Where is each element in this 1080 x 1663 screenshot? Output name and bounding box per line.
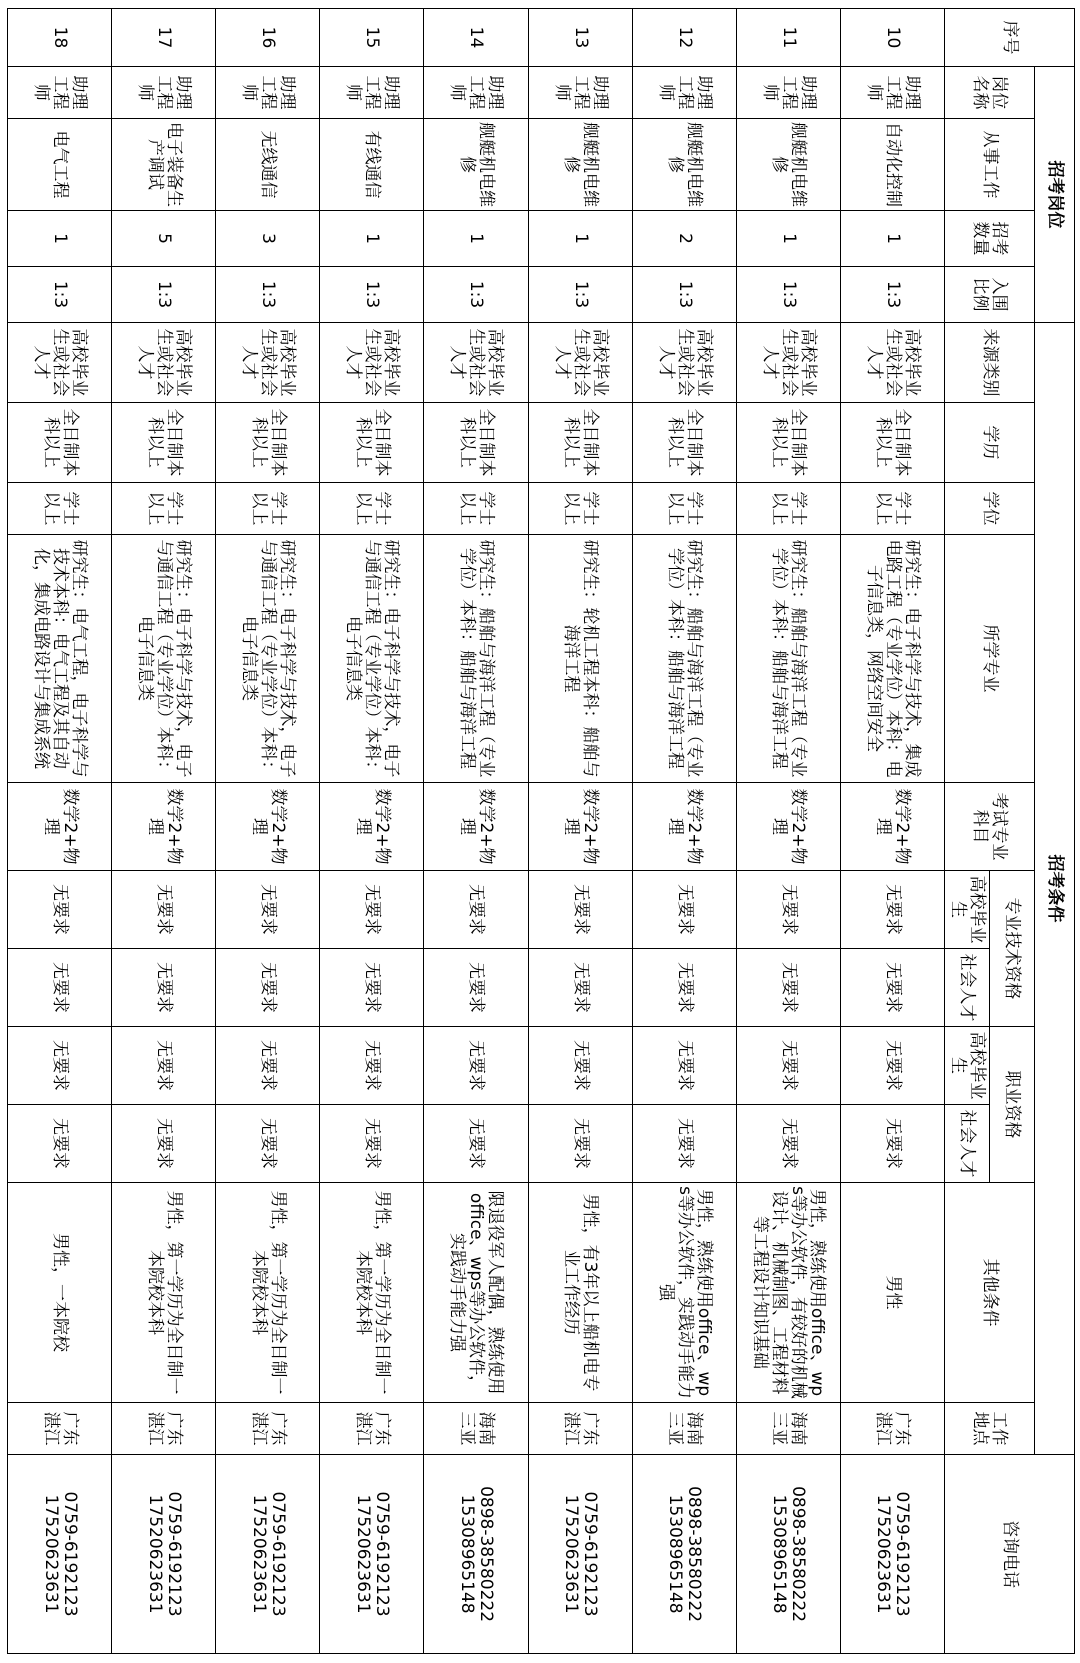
row-ratio: 1:3 (736, 267, 840, 323)
row-exam: 数学2+物理 (8, 783, 112, 871)
row-tq-social: 无要求 (632, 949, 736, 1027)
row-ratio: 1:3 (216, 267, 320, 323)
row-tq-social: 无要求 (840, 949, 944, 1027)
row-education: 全日制本科以上 (632, 403, 736, 483)
row-jq-grad: 无要求 (736, 1027, 840, 1105)
row-jq-social: 无要求 (632, 1105, 736, 1183)
row-seq: 16 (216, 9, 320, 67)
row-degree: 学士以上 (632, 483, 736, 535)
row-exam: 数学2+物理 (632, 783, 736, 871)
col-header-phone: 咨询电话 (944, 1455, 1074, 1654)
col-header-place: 工作地点 (944, 1403, 1034, 1455)
row-tq-social: 无要求 (424, 949, 528, 1027)
row-tq-grad: 无要求 (424, 871, 528, 949)
col-header-work: 从事工作 (944, 119, 1034, 211)
col-header-seq: 序号 (944, 9, 1074, 67)
row-ratio: 1:3 (840, 267, 944, 323)
row-degree: 学士以上 (736, 483, 840, 535)
table-row (320, 9, 424, 1654)
row-jq-grad: 无要求 (632, 1027, 736, 1105)
header-row-2 (989, 9, 1034, 1654)
mobile-number: 15308965148 (456, 1494, 477, 1614)
row-seq: 13 (528, 9, 632, 67)
row-count: 2 (632, 211, 736, 267)
row-education: 全日制本科以上 (320, 403, 424, 483)
landline-number: 0759-6192123 (371, 1491, 392, 1617)
row-major: 研究生：轮机工程本科：船舶与海洋工程 (528, 535, 632, 783)
row-other: 男性，熟练使用office、wps等办公软件，有较好的机械设计、机械制图、工程材料等工程设计知识基础 (736, 1183, 840, 1403)
row-place: 海南三亚 (632, 1403, 736, 1455)
row-work: 舰艇机电维修 (424, 119, 528, 211)
row-jq-grad: 无要求 (8, 1027, 112, 1105)
row-count: 3 (216, 211, 320, 267)
mobile-number: 17520623631 (144, 1494, 165, 1614)
row-exam: 数学2+物理 (736, 783, 840, 871)
row-jq-social: 无要求 (736, 1105, 840, 1183)
row-tq-social: 无要求 (320, 949, 424, 1027)
row-jq-social: 无要求 (8, 1105, 112, 1183)
row-jq-social: 无要求 (424, 1105, 528, 1183)
row-education: 全日制本科以上 (424, 403, 528, 483)
col-group-cond: 招考条件 (1034, 323, 1074, 1455)
row-major: 研究生：船舶与海洋工程（专业学位）本科：船舶与海洋工程 (632, 535, 736, 783)
row-exam: 数学2+物理 (424, 783, 528, 871)
row-degree: 学士以上 (216, 483, 320, 535)
col-header-ratio: 入围比例 (944, 267, 1034, 323)
col-header-tq-grad: 高校毕业生 (944, 871, 989, 949)
row-seq: 10 (840, 9, 944, 67)
row-source: 高校毕业生或社会人才 (112, 323, 216, 403)
row-place: 广东湛江 (112, 1403, 216, 1455)
landline-number: 0898-38580222 (788, 1486, 809, 1623)
row-source: 高校毕业生或社会人才 (528, 323, 632, 403)
col-header-jq-grad: 高校毕业生 (944, 1027, 989, 1105)
row-phone (736, 1455, 840, 1654)
row-seq: 18 (8, 9, 112, 67)
row-jq-social: 无要求 (320, 1105, 424, 1183)
row-seq: 12 (632, 9, 736, 67)
mobile-number: 17520623631 (40, 1494, 61, 1614)
row-other: 限退役军人配偶，熟练使用office、wps等办公软件，实践动手能力强 (424, 1183, 528, 1403)
mobile-number: 17520623631 (873, 1494, 894, 1614)
row-post-name: 助理工程师 (840, 67, 944, 119)
row-ratio: 1:3 (8, 267, 112, 323)
row-degree: 学士以上 (112, 483, 216, 535)
landline-number: 0759-6192123 (163, 1491, 184, 1617)
row-count: 1 (320, 211, 424, 267)
row-post-name: 助理工程师 (736, 67, 840, 119)
row-ratio: 1:3 (424, 267, 528, 323)
row-tq-social: 无要求 (8, 949, 112, 1027)
landline-number: 0759-6192123 (59, 1491, 80, 1617)
col-header-tq-social: 社会人才 (944, 949, 989, 1027)
row-post-name: 助理工程师 (8, 67, 112, 119)
row-ratio: 1:3 (112, 267, 216, 323)
row-major: 研究生：船舶与海洋工程（专业学位）本科：船舶与海洋工程 (424, 535, 528, 783)
table-row (112, 9, 216, 1654)
row-ratio: 1:3 (320, 267, 424, 323)
row-count: 1 (8, 211, 112, 267)
row-tq-grad: 无要求 (528, 871, 632, 949)
row-jq-social: 无要求 (112, 1105, 216, 1183)
landline-number: 0898-38580222 (475, 1486, 496, 1623)
col-header-count: 招考数量 (944, 211, 1034, 267)
row-ratio: 1:3 (632, 267, 736, 323)
row-source: 高校毕业生或社会人才 (8, 323, 112, 403)
row-education: 全日制本科以上 (8, 403, 112, 483)
row-work: 舰艇机电维修 (736, 119, 840, 211)
row-phone (8, 1455, 112, 1654)
table-row (8, 9, 112, 1654)
row-work: 无线通信 (216, 119, 320, 211)
row-place: 广东湛江 (840, 1403, 944, 1455)
row-major: 研究生：电子科学与技术，电子与通信工程（专业学位）本科：电子信息类 (112, 535, 216, 783)
row-degree: 学士以上 (528, 483, 632, 535)
row-seq: 15 (320, 9, 424, 67)
row-tq-grad: 无要求 (320, 871, 424, 949)
row-source: 高校毕业生或社会人才 (216, 323, 320, 403)
row-education: 全日制本科以上 (736, 403, 840, 483)
row-phone (632, 1455, 736, 1654)
mobile-number: 17520623631 (248, 1494, 269, 1614)
row-jq-grad: 无要求 (424, 1027, 528, 1105)
row-jq-grad: 无要求 (528, 1027, 632, 1105)
col-header-post: 岗位名称 (944, 67, 1034, 119)
row-post-name: 助理工程师 (216, 67, 320, 119)
row-seq: 17 (112, 9, 216, 67)
row-education: 全日制本科以上 (840, 403, 944, 483)
row-phone (840, 1455, 944, 1654)
row-source: 高校毕业生或社会人才 (736, 323, 840, 403)
row-phone (320, 1455, 424, 1654)
row-work: 电气工程 (8, 119, 112, 211)
row-place: 海南三亚 (736, 1403, 840, 1455)
table-body (8, 9, 945, 1654)
row-jq-grad: 无要求 (112, 1027, 216, 1105)
row-post-name: 助理工程师 (320, 67, 424, 119)
row-degree: 学士以上 (320, 483, 424, 535)
mobile-number: 15308965148 (769, 1494, 790, 1614)
table-row (736, 9, 840, 1654)
col-header-exam: 考试专业科目 (944, 783, 1034, 871)
row-exam: 数学2+物理 (320, 783, 424, 871)
row-major: 研究生：电气工程，电子科学与技术本科：电气工程及其自动化，集成电路设计与集成系统 (8, 535, 112, 783)
row-phone (112, 1455, 216, 1654)
row-tq-grad: 无要求 (8, 871, 112, 949)
row-other: 男性，熟练使用office、wps等办公软件，实践动手能力强 (632, 1183, 736, 1403)
col-header-tech-qual: 专业技术资格 (989, 871, 1034, 1027)
row-tq-social: 无要求 (736, 949, 840, 1027)
row-tq-grad: 无要求 (736, 871, 840, 949)
row-work: 自动化控制 (840, 119, 944, 211)
mobile-number: 17520623631 (561, 1494, 582, 1614)
row-tq-social: 无要求 (528, 949, 632, 1027)
row-other: 男性 (840, 1183, 944, 1403)
row-place: 广东湛江 (216, 1403, 320, 1455)
row-jq-grad: 无要求 (840, 1027, 944, 1105)
col-header-education: 学历 (944, 403, 1034, 483)
col-header-job-qual: 职业资格 (989, 1027, 1034, 1183)
row-exam: 数学2+物理 (528, 783, 632, 871)
mobile-number: 17520623631 (352, 1494, 373, 1614)
table-row (424, 9, 528, 1654)
row-tq-grad: 无要求 (216, 871, 320, 949)
row-source: 高校毕业生或社会人才 (840, 323, 944, 403)
header-row-1 (1034, 9, 1074, 1654)
landline-number: 0759-6192123 (580, 1491, 601, 1617)
table-row (840, 9, 944, 1654)
row-other: 男性，第一学历为全日制一本院校本科 (112, 1183, 216, 1403)
row-count: 1 (736, 211, 840, 267)
row-degree: 学士以上 (840, 483, 944, 535)
recruitment-table (7, 8, 1075, 1654)
row-source: 高校毕业生或社会人才 (424, 323, 528, 403)
row-seq: 11 (736, 9, 840, 67)
row-exam: 数学2+物理 (840, 783, 944, 871)
row-post-name: 助理工程师 (632, 67, 736, 119)
row-count: 1 (528, 211, 632, 267)
col-header-major: 所学专业 (944, 535, 1034, 783)
landline-number: 0759-6192123 (267, 1491, 288, 1617)
row-count: 1 (840, 211, 944, 267)
row-major: 研究生：电子科学与技术，电子与通信工程（专业学位）本科：电子信息类 (216, 535, 320, 783)
row-work: 舰艇机电维修 (528, 119, 632, 211)
row-post-name: 助理工程师 (424, 67, 528, 119)
row-exam: 数学2+物理 (112, 783, 216, 871)
row-seq: 14 (424, 9, 528, 67)
row-degree: 学士以上 (8, 483, 112, 535)
row-education: 全日制本科以上 (112, 403, 216, 483)
landline-number: 0898-38580222 (684, 1486, 705, 1623)
row-jq-grad: 无要求 (320, 1027, 424, 1105)
row-source: 高校毕业生或社会人才 (632, 323, 736, 403)
row-jq-social: 无要求 (840, 1105, 944, 1183)
row-work: 舰艇机电维修 (632, 119, 736, 211)
row-education: 全日制本科以上 (528, 403, 632, 483)
row-phone (424, 1455, 528, 1654)
row-work: 电子装备生产调试 (112, 119, 216, 211)
row-major: 研究生：电子科学与技术，电子与通信工程（专业学位）本科：电子信息类 (320, 535, 424, 783)
col-header-degree: 学位 (944, 483, 1034, 535)
row-source: 高校毕业生或社会人才 (320, 323, 424, 403)
row-tq-grad: 无要求 (632, 871, 736, 949)
row-place: 广东湛江 (8, 1403, 112, 1455)
row-count: 1 (424, 211, 528, 267)
row-tq-grad: 无要求 (840, 871, 944, 949)
table-row (216, 9, 320, 1654)
row-phone (216, 1455, 320, 1654)
row-education: 全日制本科以上 (216, 403, 320, 483)
row-degree: 学士以上 (424, 483, 528, 535)
row-count: 5 (112, 211, 216, 267)
row-post-name: 助理工程师 (112, 67, 216, 119)
row-place: 海南三亚 (424, 1403, 528, 1455)
row-other: 男性，一本院校 (8, 1183, 112, 1403)
table-row (528, 9, 632, 1654)
col-header-other: 其他条件 (944, 1183, 1034, 1403)
row-other: 男性，第一学历为全日制一本院校本科 (216, 1183, 320, 1403)
row-major: 研究生：船舶与海洋工程（专业学位）本科：船舶与海洋工程 (736, 535, 840, 783)
col-group-post: 招考岗位 (1034, 67, 1074, 323)
mobile-number: 15308965148 (665, 1494, 686, 1614)
row-jq-social: 无要求 (528, 1105, 632, 1183)
row-major: 研究生：电子科学与技术，集成电路工程（专业学位）本科：电子信息类，网络空间安全 (840, 535, 944, 783)
row-ratio: 1:3 (528, 267, 632, 323)
row-post-name: 助理工程师 (528, 67, 632, 119)
col-header-source: 来源类别 (944, 323, 1034, 403)
row-tq-social: 无要求 (216, 949, 320, 1027)
row-place: 广东湛江 (320, 1403, 424, 1455)
landline-number: 0759-6192123 (892, 1491, 913, 1617)
row-other: 男性，有3年以上船机电专业工作经历 (528, 1183, 632, 1403)
col-header-jq-social: 社会人才 (944, 1105, 989, 1183)
row-work: 有线通信 (320, 119, 424, 211)
row-other: 男性，第一学历为全日制一本院校本科 (320, 1183, 424, 1403)
row-place: 广东湛江 (528, 1403, 632, 1455)
row-jq-social: 无要求 (216, 1105, 320, 1183)
table-row (632, 9, 736, 1654)
row-tq-social: 无要求 (112, 949, 216, 1027)
row-jq-grad: 无要求 (216, 1027, 320, 1105)
row-phone (528, 1455, 632, 1654)
row-tq-grad: 无要求 (112, 871, 216, 949)
row-exam: 数学2+物理 (216, 783, 320, 871)
